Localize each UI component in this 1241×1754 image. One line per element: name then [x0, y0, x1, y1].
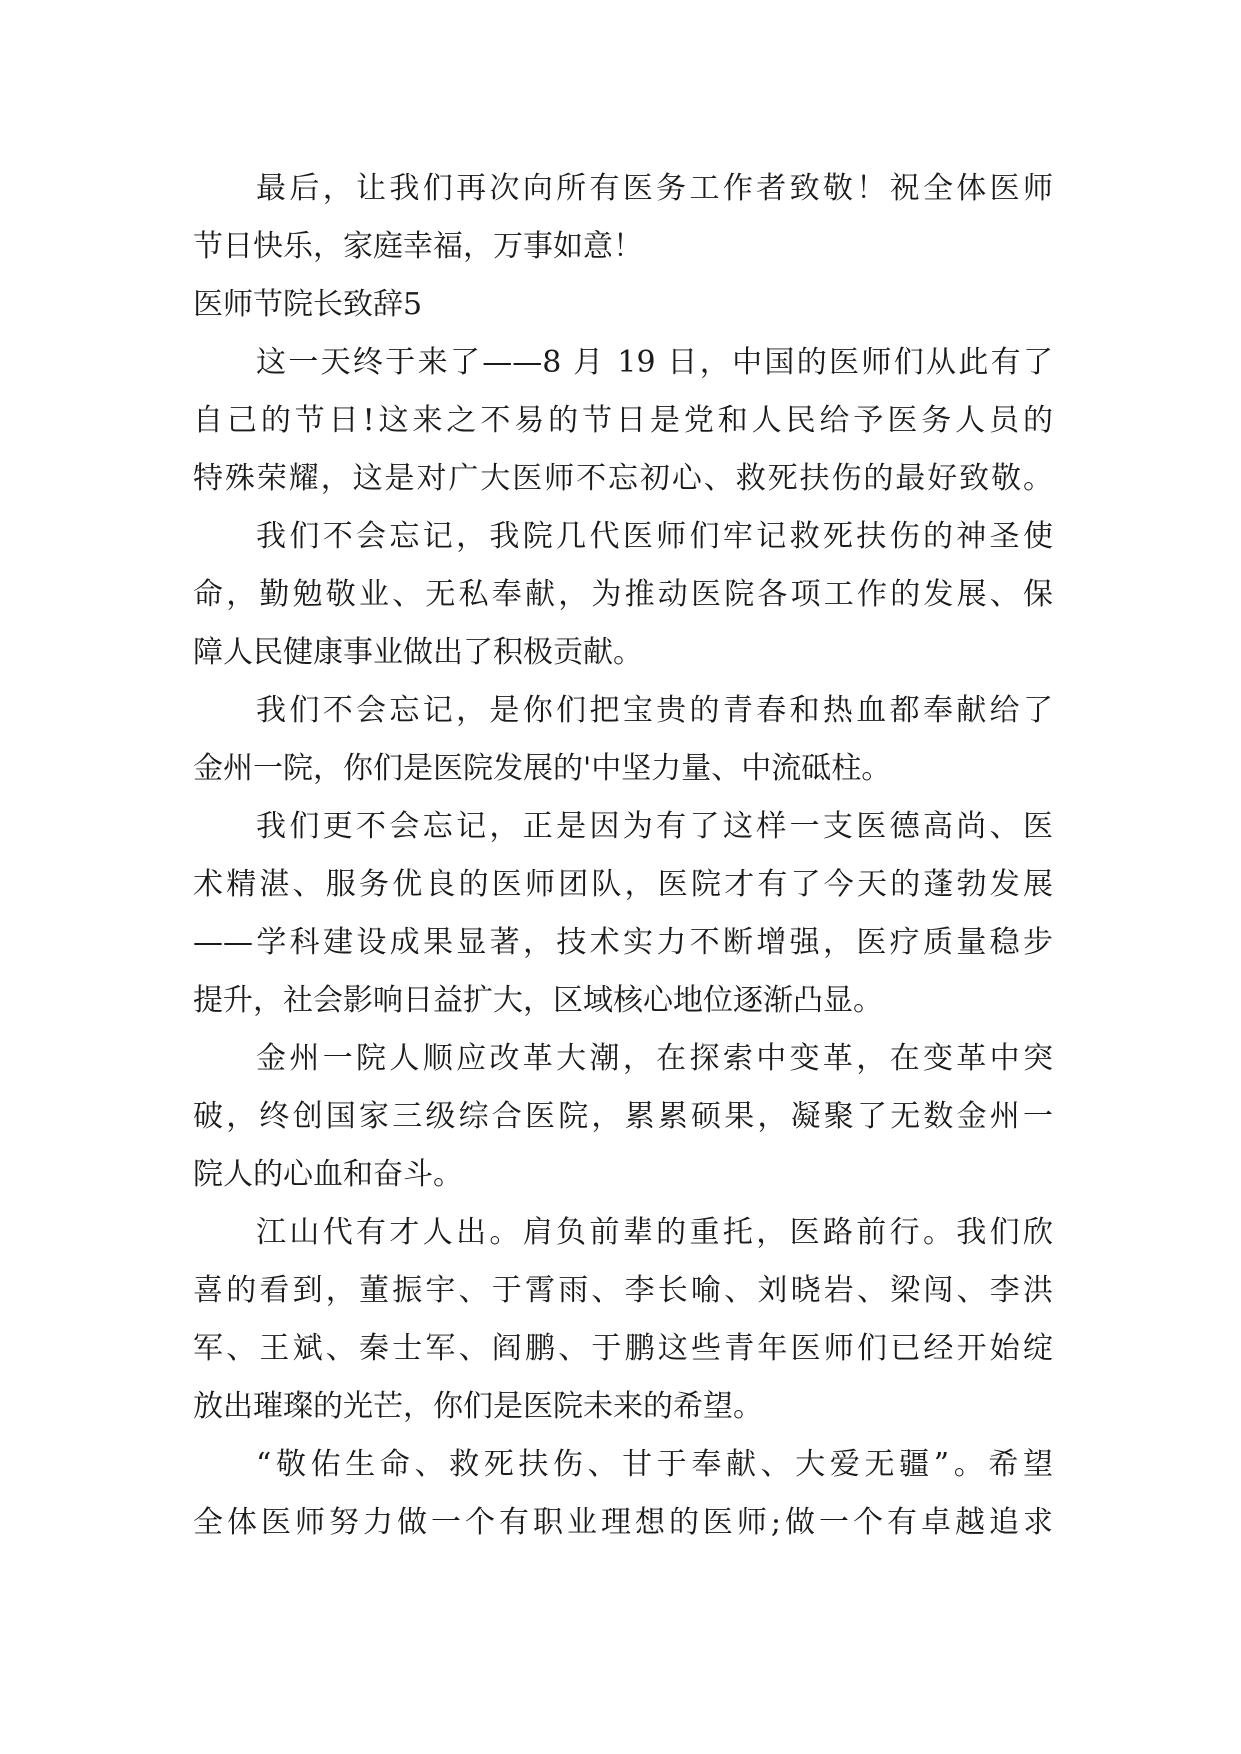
- text-line: 障人民健康事业做出了积极贡献。: [193, 635, 643, 670]
- text-line: 我们不会忘记，是你们把宝贵的青春和热血都奉献给了: [256, 693, 1053, 728]
- paragraph-remember-2: [193, 682, 1053, 798]
- paragraph-hope: [193, 1436, 1053, 1552]
- text-line: 自己的节日!这来之不易的节日是党和人民给予医务人员的: [193, 403, 1053, 438]
- heading-text: 医师节院长致辞5: [193, 287, 423, 322]
- paragraph-intro: [193, 334, 1053, 508]
- text-line: 我们不会忘记，我院几代医师们牢记救死扶伤的神圣使: [256, 519, 1053, 554]
- paragraph-young-doctors: [193, 1204, 1053, 1436]
- document-body: [193, 160, 1053, 1552]
- text-line: ——学科建设成果显著，技术实力不断增强，医疗质量稳步: [193, 925, 1053, 960]
- paragraph-remember-1: [193, 508, 1053, 682]
- paragraph-remember-3: [193, 798, 1053, 1030]
- text-line: 喜的看到，董振宇、于霄雨、李长喻、刘晓岩、梁闯、李洪: [193, 1273, 1053, 1308]
- text-line: 破，终创国家三级综合医院，累累硕果，凝聚了无数金州一: [193, 1099, 1053, 1134]
- text-line: 特殊荣耀，这是对广大医师不忘初心、救死扶伤的最好致敬。: [193, 461, 1053, 496]
- text-line: 军、王斌、秦士军、阎鹏、于鹏这些青年医师们已经开始绽: [193, 1331, 1053, 1366]
- text-line: 我们更不会忘记，正是因为有了这样一支医德高尚、医: [256, 809, 1053, 844]
- text-line: “敬佑生命、救死扶伤、甘于奉献、大爱无疆”。希望: [256, 1447, 1053, 1482]
- text-line: 最后，让我们再次向所有医务工作者致敬！祝全体医师: [256, 171, 1053, 206]
- text-line: 术精湛、服务优良的医师团队，医院才有了今天的蓬勃发展: [193, 867, 1053, 902]
- text-line: 金州一院人顺应改革大潮，在探索中变革，在变革中突: [256, 1041, 1053, 1076]
- text-line: 节日快乐，家庭幸福，万事如意！: [193, 229, 643, 264]
- text-line: 提升，社会影响日益扩大，区域核心地位逐渐凸显。: [193, 983, 883, 1018]
- text-line: 金州一院，你们是医院发展的'中坚力量、中流砥柱。: [193, 751, 892, 786]
- text-line: 全体医师努力做一个有职业理想的医师;做一个有卓越追求: [193, 1505, 1053, 1540]
- text-line: 院人的心血和奋斗。: [193, 1157, 463, 1192]
- text-line: 这一天终于来了——8 月 19 日，中国的医师们从此有了: [256, 345, 1053, 380]
- paragraph-closing-wish: [193, 160, 1053, 276]
- paragraph-reform: [193, 1030, 1053, 1204]
- text-line: 江山代有才人出。肩负前辈的重托，医路前行。我们欣: [256, 1215, 1053, 1250]
- text-line: 命，勤勉敬业、无私奉献，为推动医院各项工作的发展、保: [193, 577, 1053, 612]
- section-heading: [193, 276, 1053, 334]
- text-line: 放出璀璨的光芒，你们是医院未来的希望。: [193, 1389, 763, 1424]
